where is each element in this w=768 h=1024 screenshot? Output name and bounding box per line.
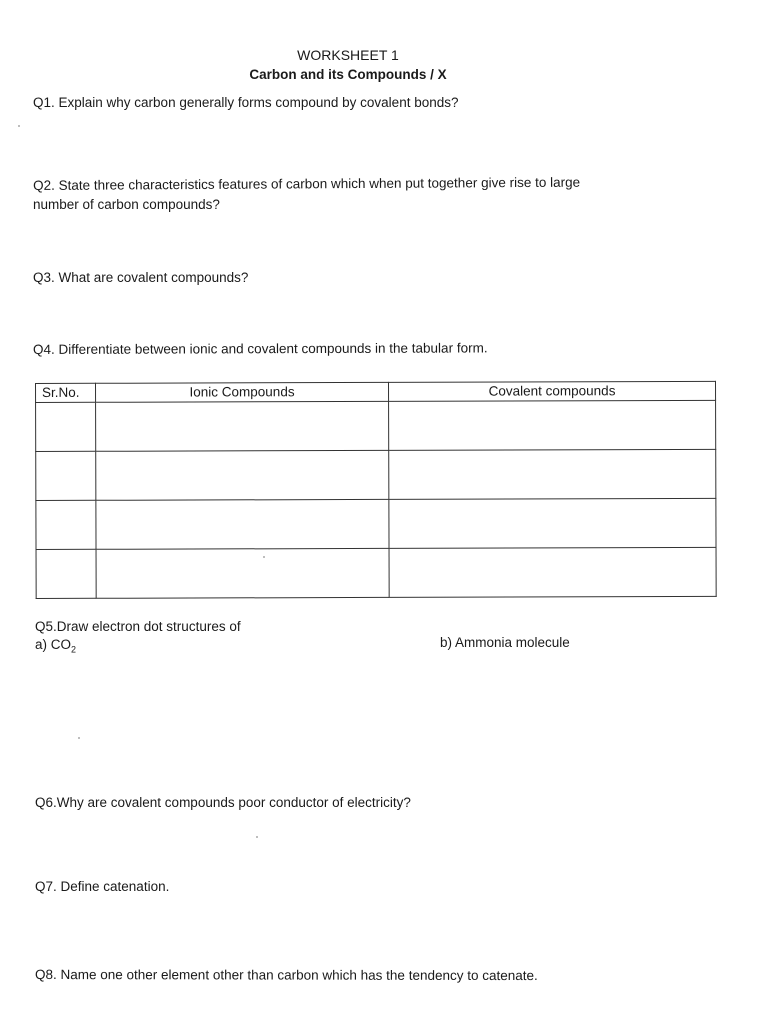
question-4: Q4. Differentiate between ionic and covalent compounds in the tabular form. [33, 340, 488, 357]
question-6: Q6.Why are covalent compounds poor conductor of electricity? [35, 795, 411, 810]
question-3: Q3. What are covalent compounds? [33, 270, 249, 285]
table-row [36, 400, 716, 451]
scan-speck [263, 556, 265, 558]
table-cell [36, 402, 96, 451]
worksheet-subtitle: Carbon and its Compounds / X [249, 67, 447, 82]
scan-speck [256, 836, 258, 838]
table-cell [389, 449, 716, 499]
question-5b: b) Ammonia molecule [440, 635, 570, 650]
table-cell [36, 549, 96, 598]
question-2-line-1: Q2. State three characteristics features of carbon which when put together give rise to large [33, 174, 581, 193]
table-cell [389, 547, 716, 597]
question-5a [35, 635, 76, 660]
question-7: Q7. Define catenation. [35, 879, 170, 894]
scan-speck [18, 125, 20, 127]
table-cell [96, 499, 389, 549]
table-cell [389, 498, 716, 548]
table-row [36, 498, 716, 549]
table-header-row [36, 381, 716, 402]
comparison-table [35, 381, 717, 599]
worksheet-title: WORKSHEET 1 [297, 47, 399, 63]
table-cell [389, 400, 716, 450]
table-row [36, 547, 716, 598]
header-sr-no: Sr.No. [36, 383, 96, 402]
table-cell [96, 548, 389, 598]
question-1: Q1. Explain why carbon generally forms compound by covalent bonds? [33, 95, 459, 110]
header-ionic-compounds: Ionic Compounds [96, 382, 389, 402]
table-cell [36, 500, 96, 549]
table-row [36, 449, 716, 500]
question-5a-subscript: 2 [71, 644, 77, 655]
question-8: Q8. Name one other element other than carbon which has the tendency to catenate. [34, 967, 538, 984]
question-5a-label: a) CO [35, 637, 72, 652]
table-cell [96, 401, 389, 451]
header-covalent-compounds: Covalent compounds [388, 381, 715, 401]
table-cell [36, 451, 96, 500]
question-5: Q5.Draw electron dot structures of [35, 619, 241, 634]
table-cell [96, 450, 389, 500]
scan-speck [78, 737, 80, 739]
question-2-line-2: number of carbon compounds? [33, 197, 220, 212]
